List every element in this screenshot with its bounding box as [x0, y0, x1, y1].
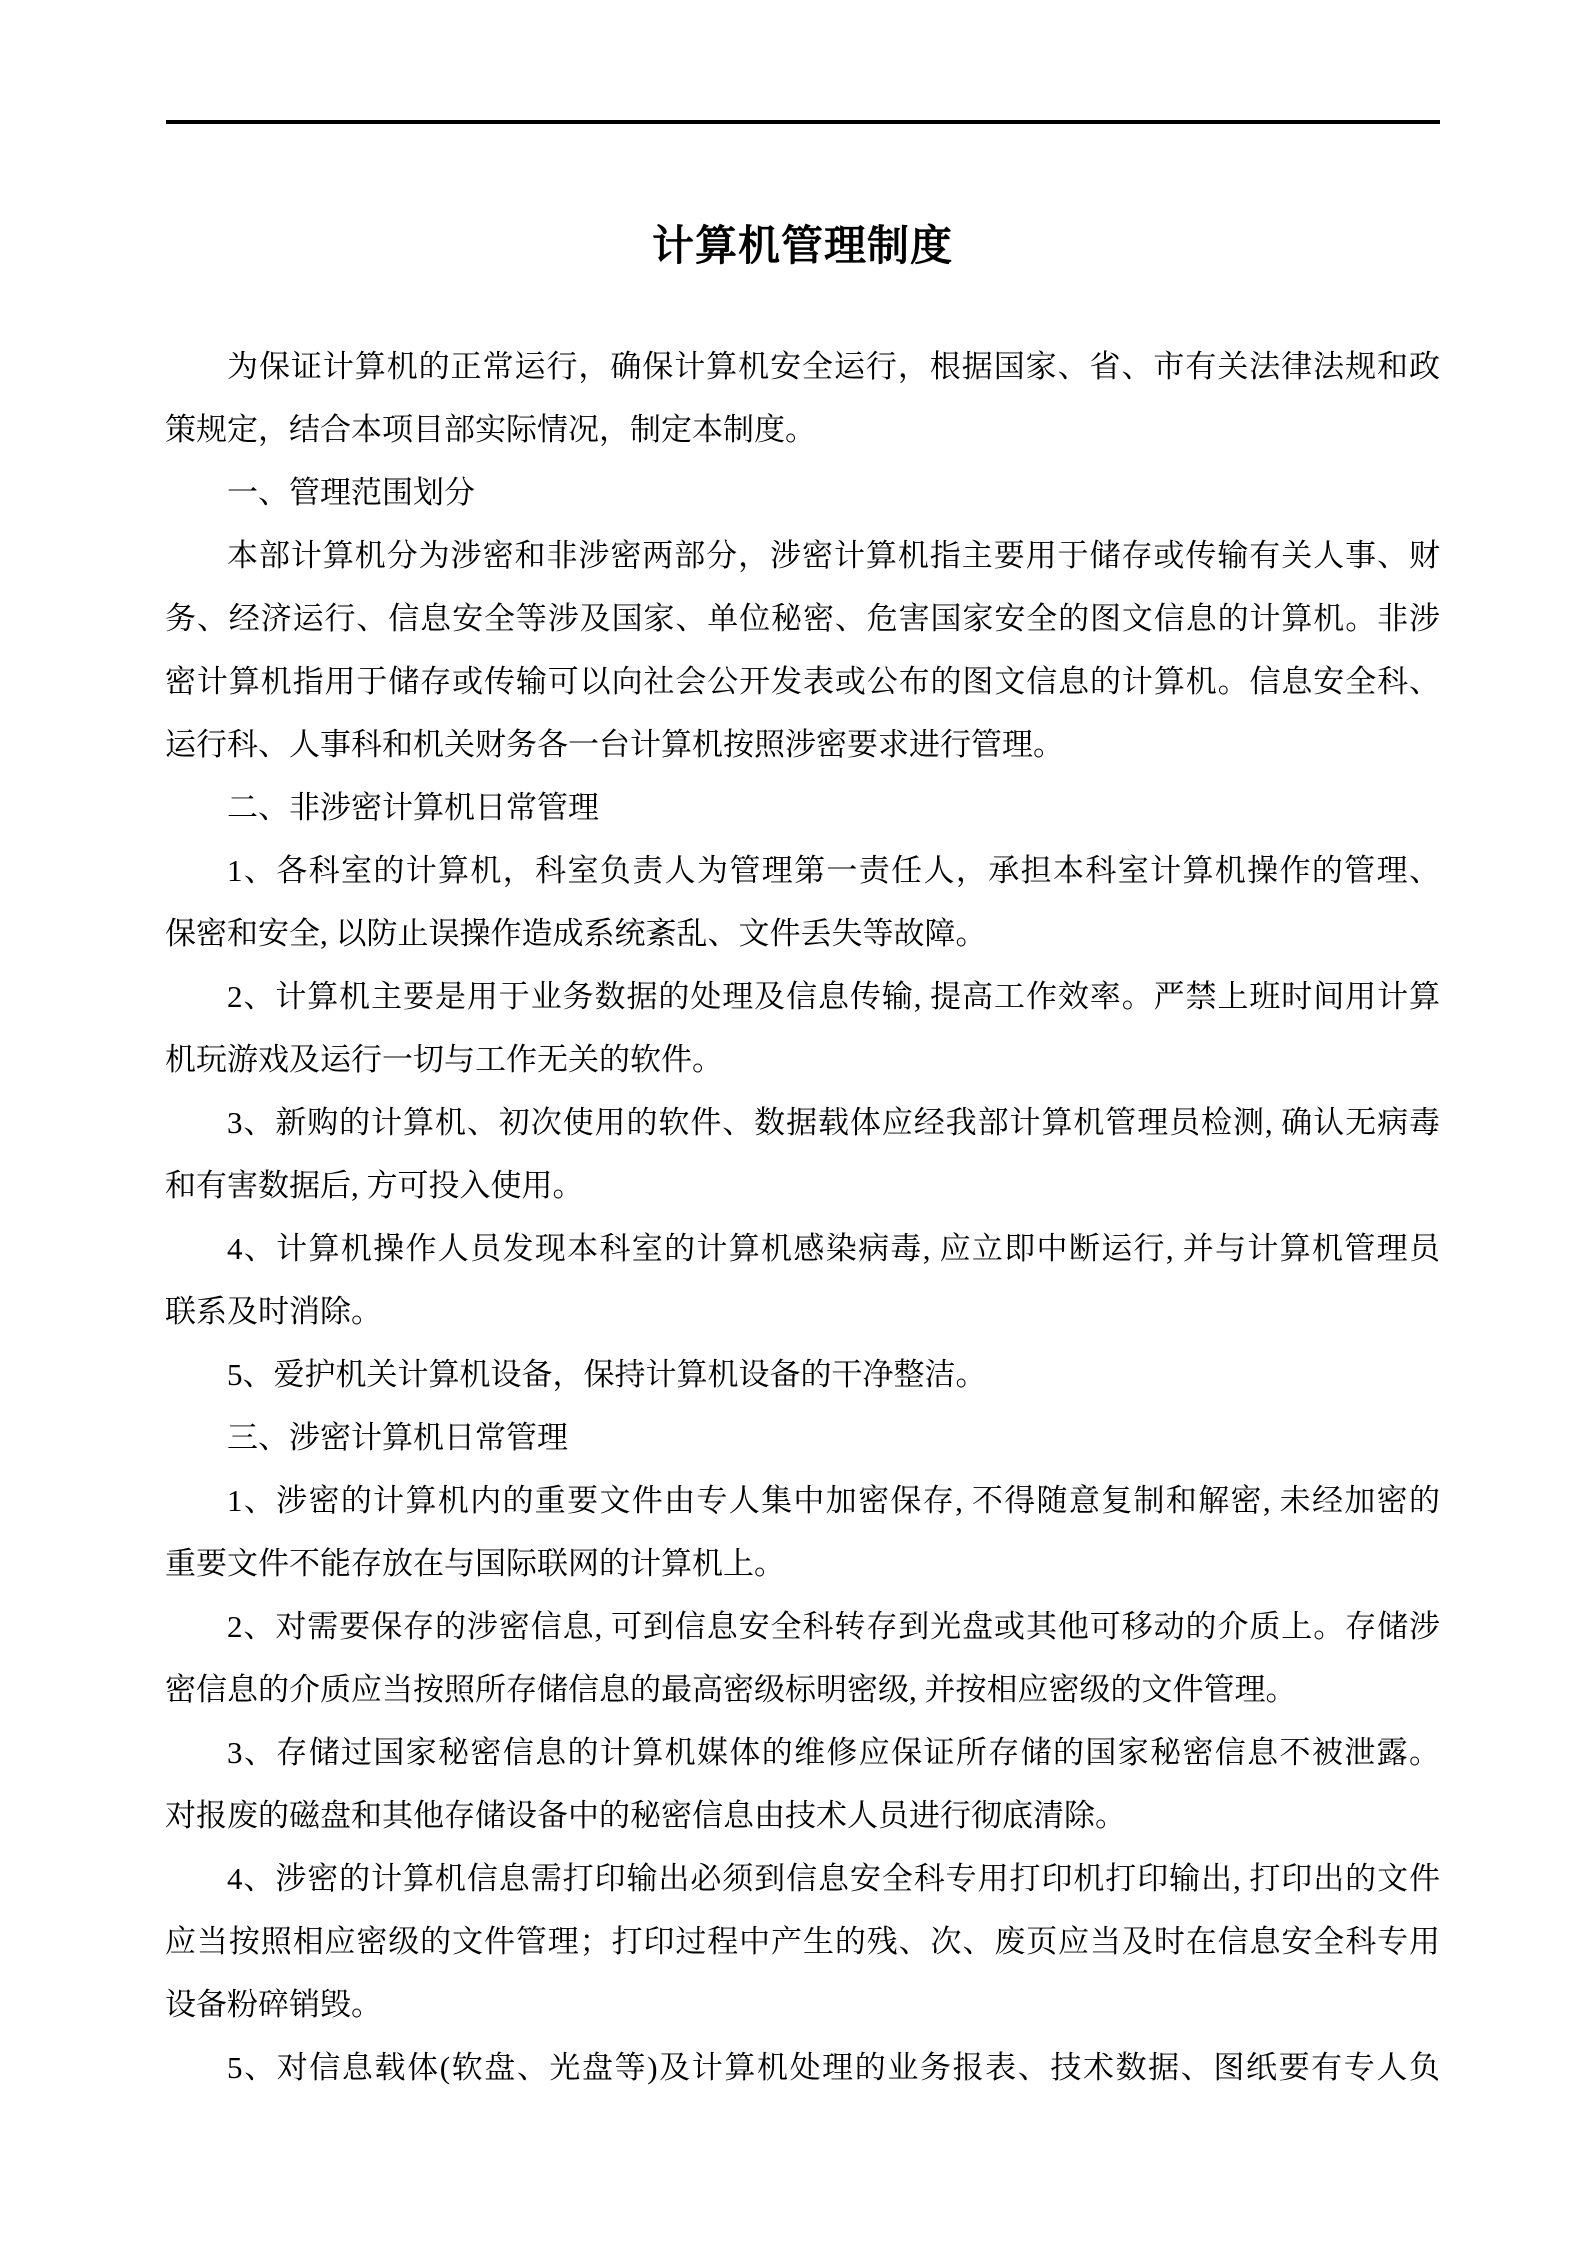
header-rule	[166, 120, 1440, 124]
text-line: 为保证计算机的正常运行，确保计算机安全运行，根据国家、省、市有关法律法规和政	[227, 349, 1440, 384]
text-line: 保密和安全, 以防止误操作造成系统紊乱、文件丢失等故障。	[165, 916, 987, 951]
text-line: 密计算机指用于储存或传输可以向社会公开发表或公布的图文信息的计算机。信息安全科、	[165, 664, 1440, 699]
text-line: 1、涉密的计算机内的重要文件由专人集中加密保存, 不得随意复制和解密, 未经加密的	[227, 1483, 1440, 1518]
text-line: 2、计算机主要是用于业务数据的处理及信息传输, 提高工作效率。严禁上班时间用计算	[227, 979, 1440, 1014]
text-line: 策规定，结合本项目部实际情况，制定本制度。	[165, 412, 816, 447]
document-title: 计算机管理制度	[651, 224, 953, 270]
text-line: 对报废的磁盘和其他存储设备中的秘密信息由技术人员进行彻底清除。	[165, 1798, 1126, 1833]
text-line: 重要文件不能存放在与国际联网的计算机上。	[165, 1546, 785, 1581]
text-line: 本部计算机分为涉密和非涉密两部分，涉密计算机指主要用于储存或传输有关人事、财	[227, 538, 1440, 573]
text-line: 1、各科室的计算机，科室负责人为管理第一责任人，承担本科室计算机操作的管理、	[227, 853, 1440, 888]
text-line: 运行科、人事科和机关财务各一台计算机按照涉密要求进行管理。	[165, 727, 1064, 762]
text-line: 2、对需要保存的涉密信息, 可到信息安全科转存到光盘或其他可移动的介质上。存储涉	[227, 1609, 1440, 1644]
text-line: 和有害数据后, 方可投入使用。	[165, 1168, 584, 1203]
text-line: 5、爱护机关计算机设备，保持计算机设备的干净整洁。	[227, 1357, 987, 1392]
document-body	[165, 335, 1440, 2099]
text-line: 联系及时消除。	[165, 1294, 382, 1329]
text-line: 二、非涉密计算机日常管理	[227, 790, 599, 825]
text-line: 4、涉密的计算机信息需打印输出必须到信息安全科专用打印机打印输出, 打印出的文件	[227, 1861, 1440, 1896]
text-line: 设备粉碎销毁。	[165, 1987, 382, 2022]
text-line: 4、计算机操作人员发现本科室的计算机感染病毒, 应立即中断运行, 并与计算机管理员	[227, 1231, 1440, 1266]
text-line: 5、对信息载体(软盘、光盘等)及计算机处理的业务报表、技术数据、图纸要有专人负	[227, 2050, 1440, 2085]
text-line: 3、存储过国家秘密信息的计算机媒体的维修应保证所存储的国家秘密信息不被泄露。	[227, 1735, 1440, 1770]
text-line: 三、涉密计算机日常管理	[227, 1420, 568, 1455]
text-line: 一、管理范围划分	[227, 475, 475, 510]
text-line: 务、经济运行、信息安全等涉及国家、单位秘密、危害国家安全的图文信息的计算机。非涉	[165, 601, 1440, 636]
text-line: 密信息的介质应当按照所存储信息的最高密级标明密级, 并按相应密级的文件管理。	[165, 1672, 1297, 1707]
text-line: 应当按照相应密级的文件管理；打印过程中产生的残、次、废页应当及时在信息安全科专用	[165, 1924, 1440, 1959]
text-line: 机玩游戏及运行一切与工作无关的软件。	[165, 1042, 723, 1077]
text-line: 3、新购的计算机、初次使用的软件、数据载体应经我部计算机管理员检测, 确认无病毒	[227, 1105, 1440, 1140]
